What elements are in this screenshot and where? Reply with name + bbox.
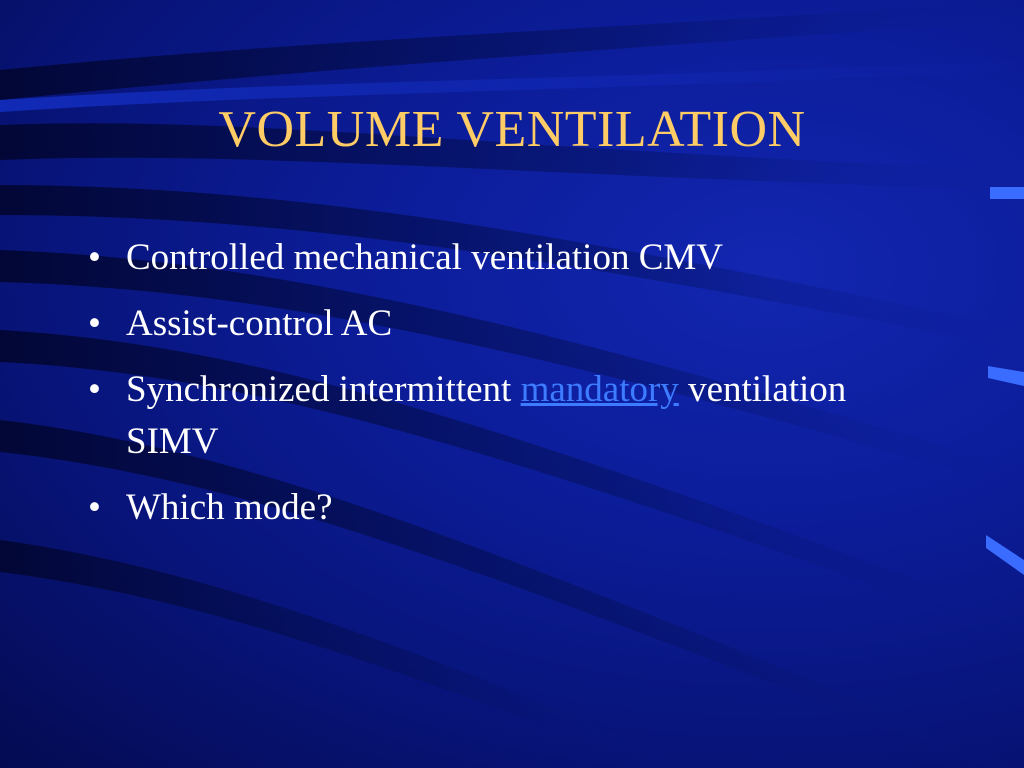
bullet-text: Which mode? <box>126 487 333 528</box>
bullet-dot-icon: • <box>88 303 101 344</box>
accent-dash-1 <box>990 187 1024 199</box>
bullet-text-after: ventilation SIMV <box>126 369 847 462</box>
bullet-text: Controlled mechanical ventilation CMV <box>126 237 724 278</box>
mandatory-link[interactable]: mandatory <box>520 369 679 410</box>
accent-dash-3 <box>986 535 1024 575</box>
slide-title: VOLUME VENTILATION <box>218 101 806 158</box>
bullet-text: Assist-control AC <box>126 303 393 344</box>
bullet-dot-icon: • <box>88 487 101 528</box>
bullet-list <box>88 232 908 548</box>
bullet-item <box>88 232 908 284</box>
bullet-text-before: Synchronized intermittent <box>126 369 521 410</box>
accent-dash-2 <box>988 366 1024 386</box>
bullet-dot-icon: • <box>88 237 101 278</box>
bullet-dot-icon: • <box>88 369 101 410</box>
bullet-item <box>88 364 908 468</box>
bullet-item <box>88 298 908 350</box>
bullet-item <box>88 482 908 534</box>
